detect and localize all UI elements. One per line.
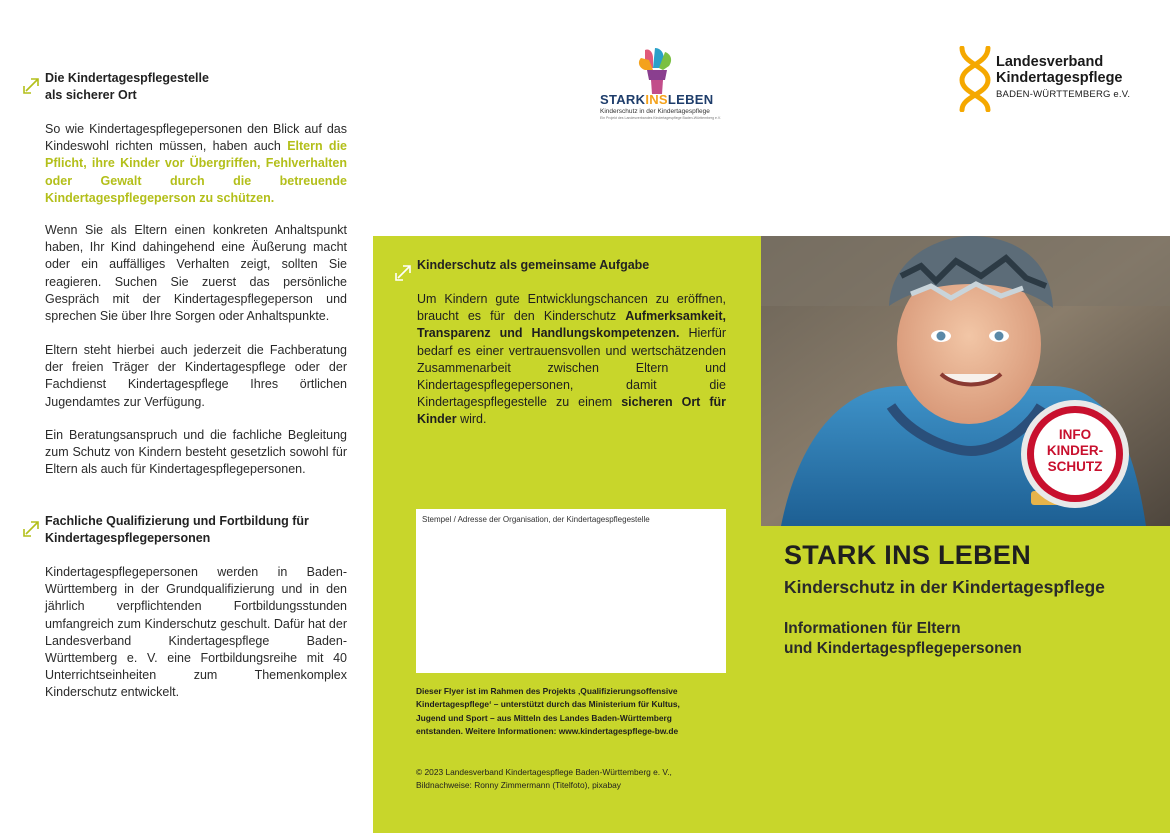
paragraph-counseling: Eltern steht hierbei auch jederzeit die Fachberatung der freien Träger der Kindertagespflege oder der Fachdienst Kindertagespflege Ihres örtlichen Jugendamtes zur Verfügung. (45, 343, 347, 409)
paragraph-parents-duty: So wie Kindertagespflegepersonen den Blick auf das Kindeswohl richten müssen, haben auch Eltern die Pflicht, ihre Kinder vor Übergriffen, Fehlverhalten oder Gewalt durch die betreuende Kindertagespflegeperson zu schützen. (45, 122, 347, 205)
paragraph-react: Wenn Sie als Eltern einen konkreten Anhaltspunkt haben, Ihr Kind dahingehend eine Äußerung macht oder ein auffälliges Verhalten zeigt, sollten Sie reagieren. Suchen Sie zuerst das persönliche Gespräch mit der Kindertagespflegeperson und sprechen Sie über Ihre Sorgen oder Anhaltspunkte. (45, 223, 347, 324)
stamp-label: Stempel / Adresse der Organisation, der Kindertagespflegestelle (422, 515, 650, 524)
cover-info: Informationen für Eltern und Kindertagespflegepersonen (784, 620, 1022, 657)
paragraph-shared-task: Um Kindern gute Entwicklungschancen zu eröffnen, braucht es für den Kinderschutz Aufmerksamkeit, Transparenz und Handlungskompetenzen. Hierfür bedarf es einer vertrauensvollen und wertschätzenden Zusammenarbeit zwischen Eltern und Kindertagespflegepersonen, damit die Kindertagespflegestelle zu einem sicheren Ort für Kinder wird. (417, 292, 726, 427)
section-heading-qualification: Fachliche Qualifizierung und Fortbildung für Kindertagespflegepersonen (45, 514, 309, 545)
info-kinderschutz-badge: INFO KINDER- SCHUTZ (1019, 398, 1131, 510)
stark-ins-leben-logo: STARKINSLEBEN Kinderschutz in der Kindertagespflege Ein Projekt des Landesverbandes Kindertagespflege Baden-Württemberg e.V. (585, 42, 735, 132)
hands-icon (635, 46, 679, 96)
section-heading-safe-place: Die Kindertagespflegestelle als sicherer Ort (45, 71, 209, 102)
arrow-icon (23, 74, 43, 94)
arrow-icon (23, 517, 43, 537)
cover-title: STARK INS LEBEN (784, 540, 1032, 570)
section-heading-shared-task: Kinderschutz als gemeinsame Aufgabe (417, 258, 650, 272)
funding-note: Dieser Flyer ist im Rahmen des Projekts ‚Qualifizierungsoffensive Kindertagespflege‘ – unterstützt durch das Ministerium für Kultus, Jugend und Sport – aus Mitteln des Landes Baden-Württemberg entstanden. Weitere Informationen: www.kindertagespflege-bw.de (416, 686, 680, 736)
cover-subtitle: Kinderschutz in der Kindertagespflege (784, 577, 1105, 597)
paragraph-legal-right: Ein Beratungsanspruch und die fachliche Begleitung zum Schutz von Kindern besteht gesetzlich sowohl für Eltern als auch für Kindertagespflegepersonen. (45, 428, 347, 477)
stamp-address-box (416, 509, 726, 673)
copyright-note: © 2023 Landesverband Kindertagespflege Baden-Württemberg e. V., Bildnachweise: Ronny Zimmermann (Titelfoto), pixabay (416, 767, 672, 791)
paragraph-qualification: Kindertagespflegepersonen werden in Baden-Württemberg in der Grundqualifizierung und in den jährlich verpflichtenden Fortbildungsstunden umfangreich zum Kinderschutz geschult. Dafür hat der Landesverband Kindertagespflege Baden-Württemberg e. V. eine Fortbildungsreihe mit 40 Unterrichtseinheiten zum Themenkomplex Kinderschutz entwickelt. (45, 565, 347, 700)
arrow-icon (395, 261, 415, 281)
lv-symbol-icon (958, 46, 994, 112)
landesverband-logo: Landesverband Kindertagespflege BADEN-WÜRTTEMBERG e.V. (958, 44, 1148, 114)
